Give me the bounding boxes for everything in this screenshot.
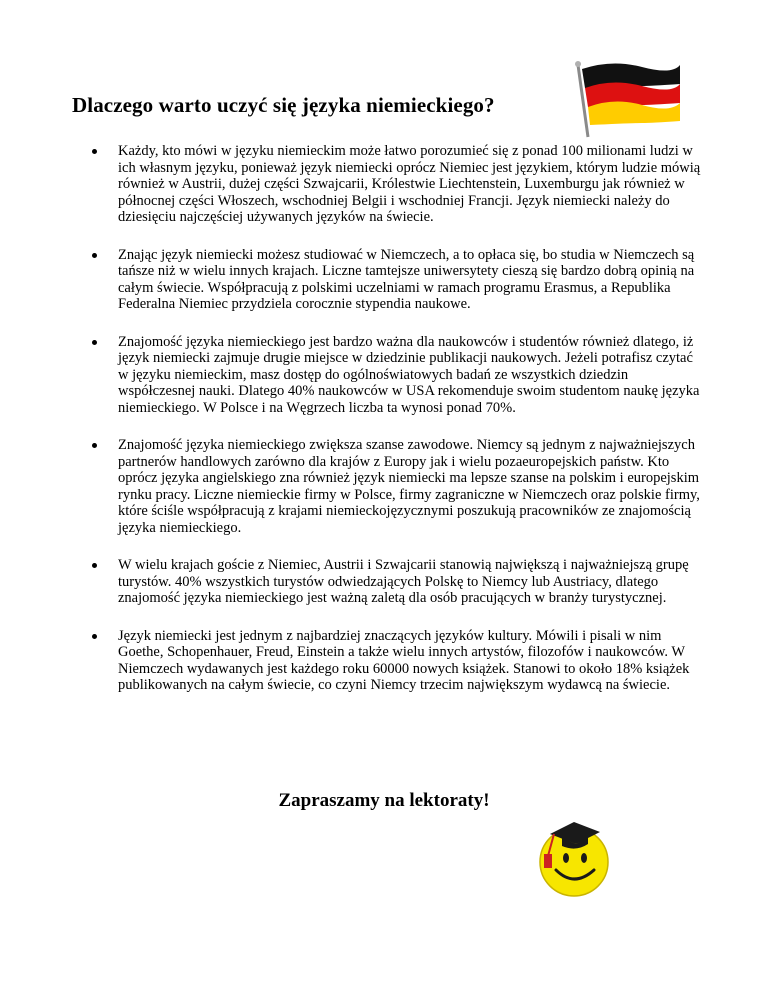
- list-item: [92, 628, 704, 694]
- bullet-dot-icon: [92, 443, 97, 448]
- list-item: [92, 247, 704, 313]
- bullet-dot-icon: [92, 253, 97, 258]
- bullet-dot-icon: [92, 149, 97, 154]
- german-flag-icon: [572, 55, 684, 141]
- list-item-text: Znajomość języka niemieckiego zwiększa szanse zawodowe. Niemcy są jednym z najważniejszych partnerów handlowych zarówno dla krajów z Europy jak i wielu pozaeuropejskich państw. Kto oprócz języka angielskiego zna również język niemiecki ma lepsze szanse na polskim i europejskim rynku pracy. Liczne niemieckie firmy w Polsce, firmy zagraniczne w Niemczech oraz polskie firmy, które ściśle współpracują z krajami niemieckojęzycznymi poszukują pracowników ze znajomością języka niemieckiego.: [118, 437, 700, 536]
- reasons-list: [92, 143, 704, 715]
- bullet-dot-icon: [92, 634, 97, 639]
- list-item: [92, 557, 704, 607]
- bullet-dot-icon: [92, 340, 97, 345]
- list-item: [92, 437, 704, 536]
- list-item-text: Znając język niemiecki możesz studiować w Niemczech, a to opłaca się, bo studia w Niemczech są tańsze niż w wielu innych krajach. Liczne tamtejsze uniwersytety cieszą się bardzo dobrą opinią na całym świecie. Współpracują z polskimi uczelniami w ramach programu Erasmus, a Republika Federalna Niemiec przydziela corocznie stypendia naukowe.: [118, 246, 695, 312]
- list-item-text: Język niemiecki jest jednym z najbardziej znaczących języków kultury. Mówili i pisali w nim Goethe, Schopenhauer, Freud, Einstein a także wielu innych artystów, filozofów i naukowców. W Niemczech wydawanych jest każdego roku 60000 nowych książek. Stanowi to około 18% książek publikowanych na całym świecie, co czyni Niemcy trzecim największym wydawcą na świecie.: [118, 627, 690, 693]
- list-item-text: Znajomość języka niemieckiego jest bardzo ważna dla naukowców i studentów również dlatego, iż język niemiecki zajmuje drugie miejsce w dziedzinie publikacji naukowych. Jeżeli potrafisz czytać w języku niemieckim, masz dostęp do ogólnoświatowych badań ze wszystkich dziedzin współczesnej nauki. Dlatego 40% naukowców w USA rekomenduje swoim studentom naukę języka niemieckiego. W Polsce i na Węgrzech liczba ta wynosi ponad 70%.: [118, 333, 700, 416]
- invitation-heading: Zapraszamy na lektoraty!: [278, 790, 490, 811]
- list-item: [92, 143, 704, 226]
- page-title: Dlaczego warto uczyć się języka niemieckiego?: [72, 93, 495, 117]
- graduate-smiley-icon: [528, 812, 616, 900]
- list-item: [92, 334, 704, 417]
- list-item-text: W wielu krajach goście z Niemiec, Austrii i Szwajcarii stanowią największą i najważniejszą grupę turystów. 40% wszystkich turystów odwiedzających Polskę to Niemcy lub Austriacy, dlatego znajomość języka niemieckiego jest ważną zaletą dla osób pracujących w branży turystycznej.: [118, 557, 689, 606]
- list-item-text: Każdy, kto mówi w języku niemieckim może łatwo porozumieć się z ponad 100 milionami ludzi w ich własnym języku, ponieważ język niemiecki oprócz Niemiec jest językiem, którym ludzie mówią również w Austrii, dużej części Szwajcarii, Królestwie Liechtenstein, Luxemburgu jak również w północnej części Włoszech, wschodniej Belgii i wschodniej Francji. Język niemiecki należy do dziesięciu najczęściej używanych języków na świecie.: [118, 143, 701, 225]
- bullet-dot-icon: [92, 563, 97, 568]
